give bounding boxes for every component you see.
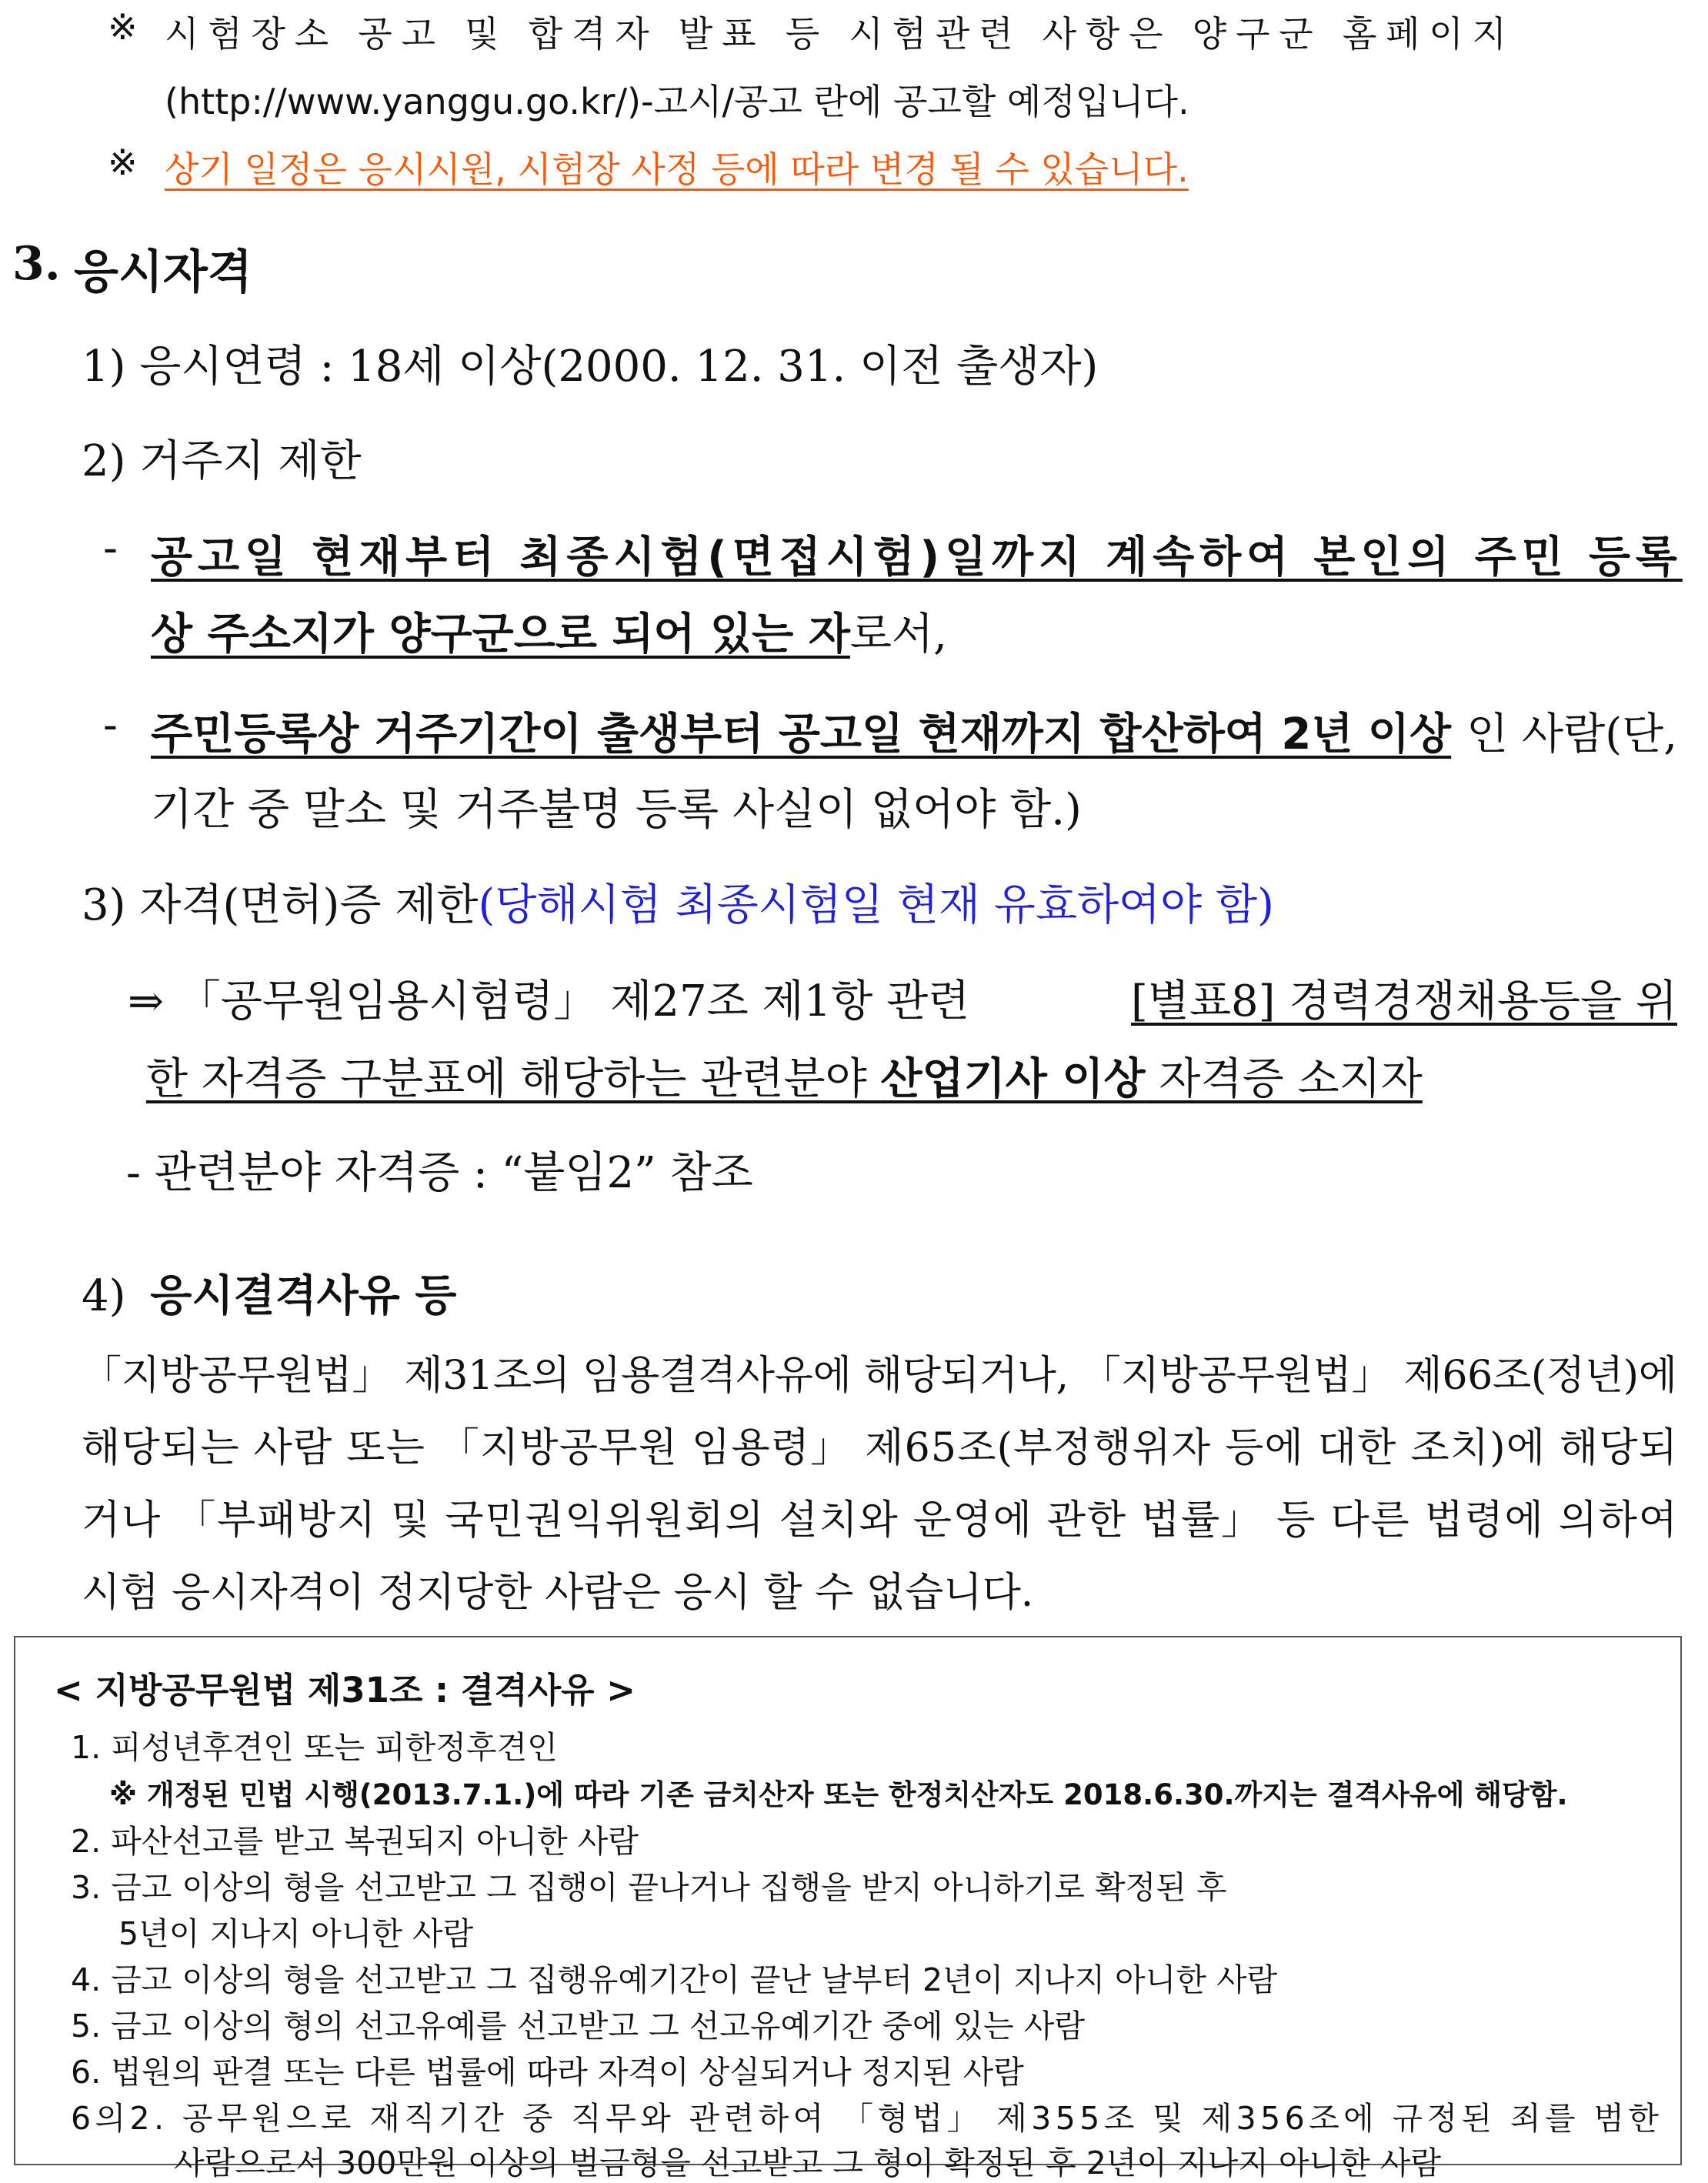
list-item: 6의2. 공무원으로 재직기간 중 직무와 관련하여 「형법」 제355조 및 제356조에 규정된 죄를 범한 (71, 2100, 1663, 2137)
list-item: 5. 금고 이상의 형의 선고유예를 선고받고 그 선고유예기간 중에 있는 사람 (71, 2008, 1086, 2044)
reference-mark: ※ (108, 142, 138, 183)
reference-mark: ※ (108, 6, 138, 48)
license-rule-line-2: 한 자격증 구분표에 해당하는 관련분야 산업기사 이상 자격증 소지자 (146, 1054, 1423, 1104)
list-item-note: ※ 개정된 민법 시행(2013.7.1.)에 따라 기존 금치산자 또는 한정치산자도 2018.6.30.까지는 결격사유에 해당함. (109, 1778, 1568, 1811)
list-item-continued: 5년이 지나지 아니한 사람 (118, 1915, 474, 1952)
residence-condition-2-line-2: 기간 중 말소 및 거주불명 등록 사실이 없어야 함.) (151, 785, 1082, 835)
residence-heading: 2) 거주지 제한 (82, 436, 362, 486)
schedule-change-notice: 상기 일정은 응시시원, 시험장 사정 등에 따라 변경 될 수 있습니다. (165, 149, 1189, 190)
notice-line-1: 시험장소 공고 및 합격자 발표 등 시험관련 사항은 양구군 홈페이지 (165, 13, 1516, 55)
bullet-dash: - (103, 700, 118, 750)
list-item: 3. 금고 이상의 형을 선고받고 그 집행이 끝나거나 집행을 받지 아니하기로 확정된 후 (71, 1869, 1227, 1906)
license-rule-line-1: ⇒ 「공무원임용시험령」 제27조 제1항 관련 [별표8] 경력경쟁채용등을 위 (128, 976, 1677, 1026)
section-title: 응시자격 (74, 245, 252, 299)
license-reference: - 관련분야 자격증 : “붙임2” 참조 (126, 1148, 753, 1198)
section-number: 3. (12, 237, 61, 291)
bullet-dash: - (103, 523, 118, 573)
residence-condition-1-line-2: 상 주소지가 양구군으로 되어 있는 자로서, (151, 609, 947, 659)
list-item: 1. 피성년후견인 또는 피한정후견인 (71, 1729, 558, 1766)
residence-condition-1-line-1: 공고일 현재부터 최종시험(면접시험)일까지 계속하여 본인의 주민 등록 (151, 532, 1683, 582)
list-item-continued: 사람으로서 300만원 이상의 벌금형을 선고받고 그 형이 확정된 후 2년이 지나지 아니한 사람 (174, 2145, 1441, 2181)
law-box-title: < 지방공무원법 제31조 : 결격사유 > (54, 1670, 636, 1711)
list-item: 6. 법원의 판결 또는 다른 법률에 따라 자격이 상실되거나 정지된 사람 (71, 2054, 1024, 2091)
residence-condition-2-line-1: 주민등록상 거주기간이 출생부터 공고일 현재까지 합산하여 2년 이상 인 사람(단, (151, 709, 1677, 759)
license-requirement: 3) 자격(면허)증 제한(당해시험 최종시험일 현재 유효하여야 함) (82, 880, 1274, 930)
list-item: 4. 금고 이상의 형을 선고받고 그 집행유예기간이 끝난 날부터 2년이 지나지 아니한 사람 (71, 1961, 1278, 1998)
notice-line-2: (http://www.yanggu.go.kr/)-고시/공고 란에 공고할 예정입니다. (165, 81, 1189, 122)
law-excerpt-box (14, 1636, 1682, 2181)
disqualification-heading: 4) 응시결격사유 등 (82, 1271, 457, 1321)
age-requirement: 1) 응시연령 : 18세 이상(2000. 12. 31. 이전 출생자) (82, 342, 1099, 392)
list-item: 2. 파산선고를 받고 복권되지 아니한 사람 (71, 1823, 639, 1860)
